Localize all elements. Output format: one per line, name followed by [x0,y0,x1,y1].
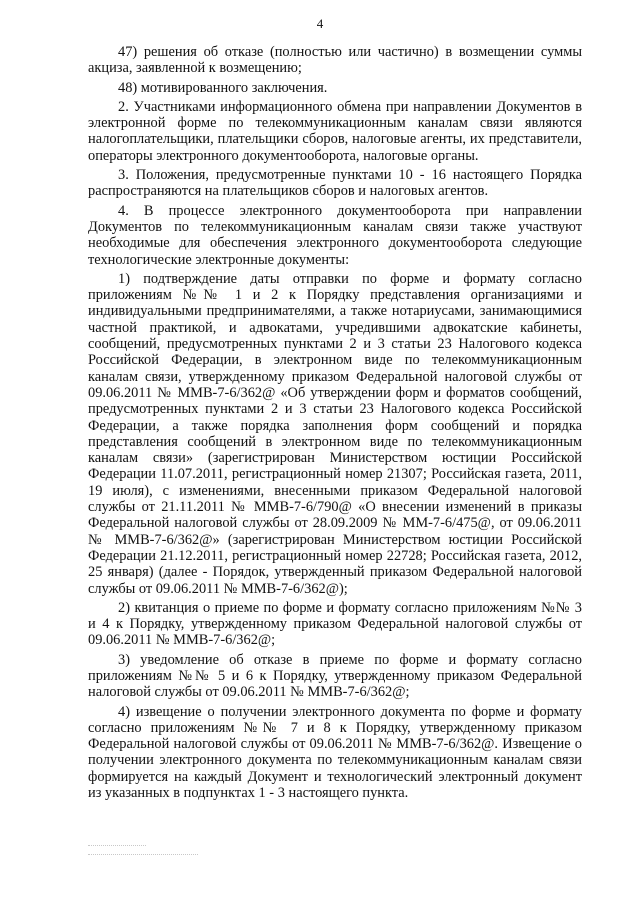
paragraph-subitem-4: 4) извещение о получении электронного документа по форме и формату согласно приложениям №№ 7 и 8 к Порядку, утвержденному приказом Федеральной налоговой службы от 09.06.2011 № ММВ-7-6/362@. Извещение о получении электронного документа по телекоммуникационным каналам связи формируется на каждый Документ и технологический электронный документ из указанных в подпунктах 1 - 3 настоящего пункта. [88,703,582,802]
paragraph-section-4: 4. В процессе электронного документооборота при направлении Документов по телекоммуникационным каналам связи также участвуют необходимые для обеспечения электронного документооборота следующие технологические электронные документы: [88,202,582,268]
footer-mark-line-1 [88,840,146,846]
document-body [88,44,582,804]
paragraph-subitem-1: 1) подтверждение даты отправки по форме и формату согласно приложениям №№ 1 и 2 к Порядку представления организациями и индивидуальными предпринимателями, а также нотариусами, занимающимися частной практикой, и адвокатами, учредившими адвокатские кабинеты, сообщений, предусмотренных пунктами 2 и 3 статьи 23 Налогового кодекса Российской Федерации, в электронном виде по телекоммуникационным каналам связи, утвержденному приказом Федеральной налоговой службы от 09.06.2011 № ММВ-7-6/362@ «Об утверждении форм и форматов сообщений, предусмотренных пунктами 2 и 3 статьи 23 Налогового кодекса Российской Федерации, а также порядка заполнения форм сообщений и порядка представления сообщений в электронном виде по телекоммуникационным каналам связи» (зарегистрирован Министерством юстиции Российской Федерации 11.07.2011, регистрационный номер 21307; Российская газета, 2011, 19 июля), с изменениями, внесенными приказом Федеральной налоговой службы от 21.11.2011 № ММВ-7-6/790@ «О внесении изменений в приказы Федеральной налоговой службы от 28.09.2009 № ММ-7-6/475@, от 09.06.2011 № ММВ-7-6/362@» (зарегистрирован Министерством юстиции Российской Федерации 21.12.2011, регистрационный номер 22728; Российская газета, 2012, 25 января) (далее - Порядок, утвержденный приказом Федеральной налоговой службы от 09.06.2011 № ММВ-7-6/362@); [88,270,582,597]
paragraph-item-47: 47) решения об отказе (полностью или частично) в возмещении суммы акциза, заявленной к возмещению; [88,44,582,77]
paragraph-section-2: 2. Участниками информационного обмена при направлении Документов в электронной форме по телекоммуникационным каналам связи являются налогоплательщики, плательщики сборов, налоговые агенты, их представители, операторы электронного документооборота, налоговые органы. [88,98,582,164]
paragraph-item-48: 48) мотивированного заключения. [118,79,328,96]
paragraph-subitem-3: 3) уведомление об отказе в приеме по форме и формату согласно приложениям №№ 5 и 6 к Порядку, утвержденному приказом Федеральной налоговой службы от 09.06.2011 № ММВ-7-6/362@; [88,651,582,701]
footer-mark-line-2 [88,849,198,855]
page-number: 4 [316,16,324,31]
paragraph-subitem-2: 2) квитанция о приеме по форме и формату согласно приложениям №№ 3 и 4 к Порядку, утвержденному приказом Федеральной налоговой службы от 09.06.2011 № ММВ-7-6/362@; [88,599,582,649]
paragraph-section-3: 3. Положения, предусмотренные пунктами 10 - 16 настоящего Порядка распространяются на плательщиков сборов и налоговых агентов. [88,167,582,200]
faint-footer-mark [88,840,198,855]
